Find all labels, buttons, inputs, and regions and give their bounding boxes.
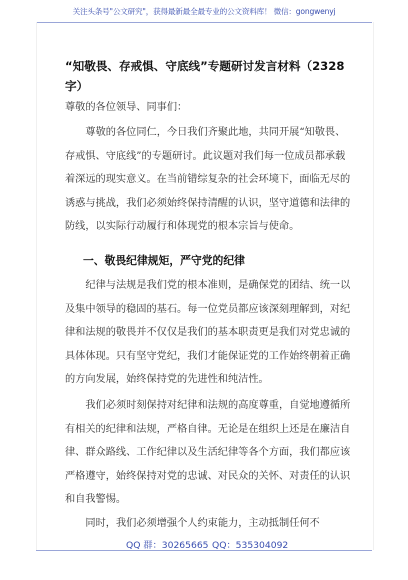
footer-qq-group: QQ 群：30265665	[126, 540, 209, 551]
paragraph-discipline: 纪律与法规是我们党的根本准则，是确保党的团结、统一以及集中领导的稳固的基石。每一位党员都应该深刻理解到，对纪律和法规的敬畏并不仅仅是我们的基本职责更是我们对党忠诚的具体体现。只有坚守党纪，我们才能保证党的工作始终朝着正确的方向发展，始终保持党的先进性和纯洁性。	[65, 280, 351, 385]
page-header-banner: 关注头条号"公文研究"，获得最新最全最专业的公文资料库！ 微信：gongwenyj	[72, 7, 336, 16]
section-heading-1: 一、敬畏纪律规矩，严守党的纪律	[83, 254, 245, 267]
footer-divider	[36, 550, 372, 551]
paragraph-respect-rules: 我们必须时刻保持对纪律和法规的高度尊重，自觉地遵循所有相关的纪律和法规，严格自律。无论是在组织上还是在廉洁自律、群众路线、工作纪律以及生活纪律等各个方面，我们都应该严格遵守，始终保持对党的忠诚、对民众的关怀、对责任的认识和自我警惕。	[65, 400, 351, 505]
footer-qq-contact: QQ：535304092	[212, 540, 289, 551]
greeting-line: 尊敬的各位领导、同事们：	[65, 102, 188, 113]
paragraph-intro: 尊敬的各位同仁，今日我们齐聚此地，共同开展“知敬畏、存戒惧、守底线”的专题研讨。此议题对我们每一位成员都承载着深远的现实意义。在当前错综复杂的社会环境下，面临无尽的诱惑与挑战，我们必须始终保持清醒的认识，坚守道德和法律的防线，以实际行动履行和体现党的根本宗旨与使命。	[65, 127, 351, 232]
paragraph-self-restraint: 同时，我们必须增强个人约束能力，主动抵制任何不	[85, 518, 320, 529]
document-title: “知敬畏、存戒惧、守底线”专题研讨发言材料（2328字）	[65, 59, 345, 93]
